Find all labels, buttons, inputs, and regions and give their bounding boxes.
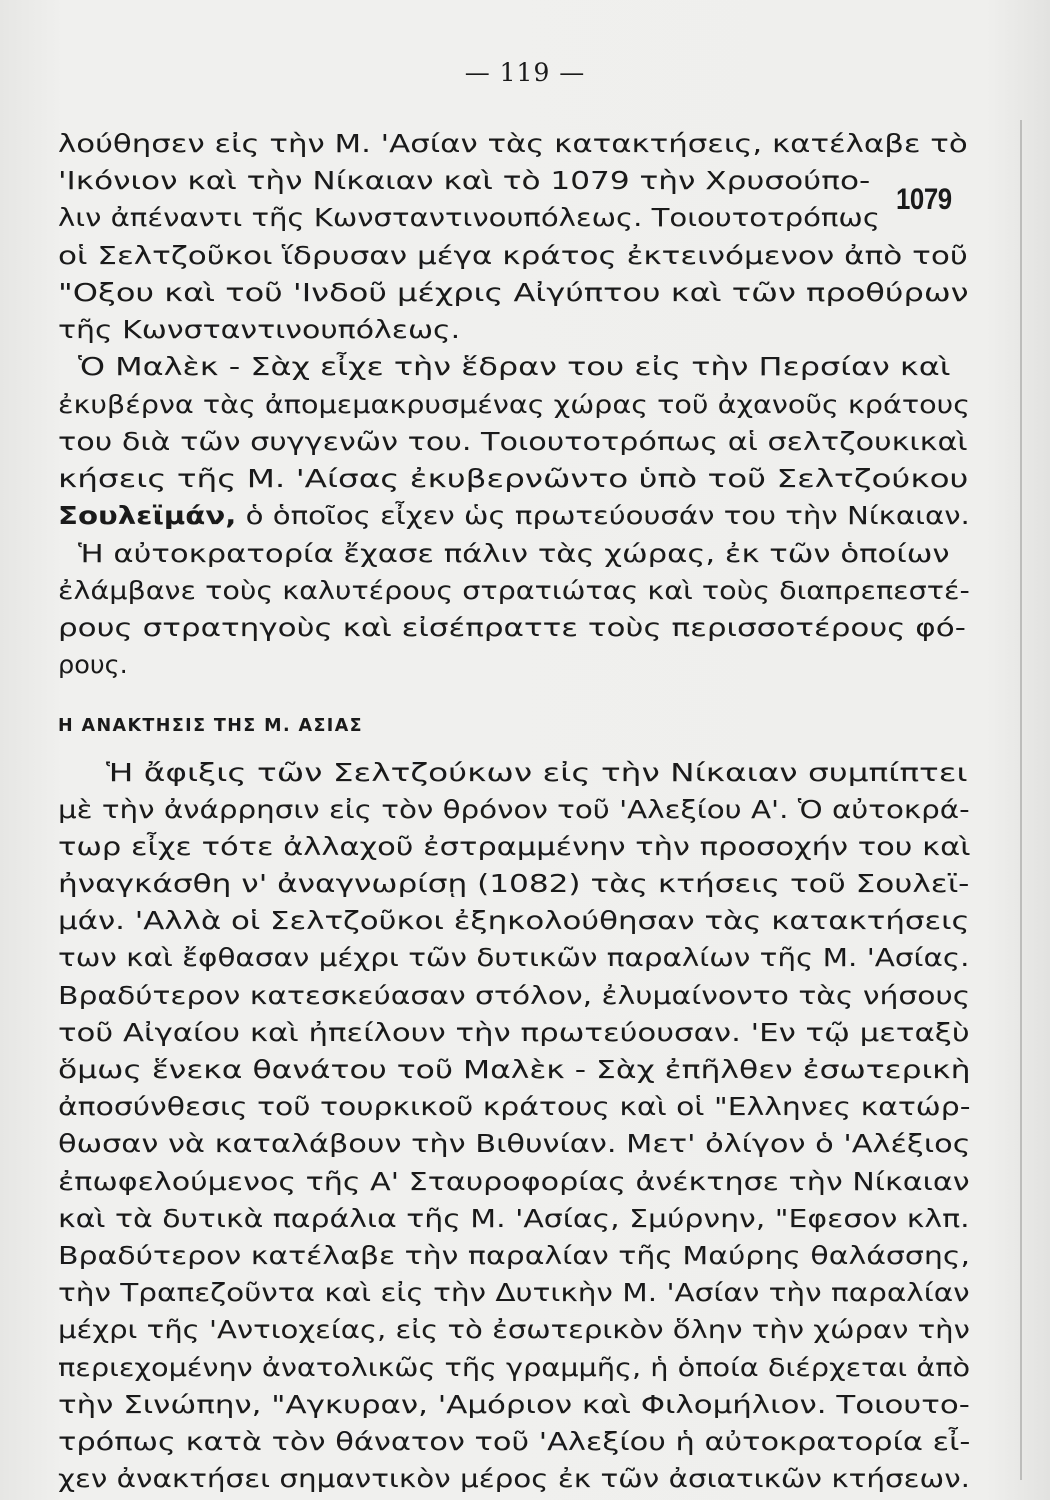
text-line: τὴν Σινώπην, "Αγκυραν, 'Αμόριον καὶ Φιλομήλιον. Τοιουτο- — [58, 1390, 970, 1419]
text-line: μέχρι τῆς 'Αντιοχείας, εἰς τὸ ἐσωτερικὸν ὅλην τὴν χώραν τὴν — [58, 1315, 970, 1344]
text-line: οἱ Σελτζοῦκοι ἵδρυσαν μέγα κράτος ἐκτεινόμενον ἀπὸ τοῦ — [58, 241, 968, 270]
text-line: τοῦ Αἰγαίου καὶ ἠπείλουν τὴν πρωτεύουσαν. 'Εν τῷ μεταξὺ — [58, 1018, 970, 1047]
text-line: λιν ἀπέναντι τῆς Κωνσταντινουπόλεως. Τοιουτοτρόπως — [58, 203, 880, 232]
page-edge-divider — [1020, 120, 1022, 1480]
text-line: μάν. 'Αλλὰ οἱ Σελτζοῦκοι ἐξηκολούθησαν τὰς κατακτήσεις — [58, 906, 970, 935]
text-line: ἐλάμβανε τοὺς καλυτέρους στρατιώτας καὶ τοὺς διαπρεπεστέ- — [58, 576, 970, 605]
text-line: 'Ικόνιον καὶ τὴν Νίκαιαν καὶ τὸ 1079 τὴν Χρυσούπο- — [58, 166, 871, 195]
text-line: θωσαν νὰ καταλάβουν τὴν Βιθυνίαν. Μετ' ὀλίγον ὁ 'Αλέξιος — [58, 1129, 971, 1158]
text-line: τὴν Τραπεζοῦντα καὶ εἰς τὴν Δυτικὴν Μ. 'Ασίαν τὴν παραλίαν — [58, 1278, 970, 1307]
text-line: Ἡ ἄφιξις τῶν Σελτζούκων εἰς τὴν Νίκαιαν συμπίπτει — [106, 758, 968, 787]
text-line: ρους στρατηγοὺς καὶ εἰσέπραττε τοὺς περισσοτέρους φό- — [58, 613, 966, 642]
text-line: μὲ τὴν ἀνάρρησιν εἰς τὸν θρόνον τοῦ 'Αλεξίου Α'. Ὁ αὐτοκρά- — [58, 795, 970, 824]
section-heading: Η ΑΝΑΚΤΗΣΙΣ ΤΗΣ Μ. ΑΣΙΑΣ — [58, 716, 364, 736]
text-line: τρόπως κατὰ τὸν θάνατον τοῦ 'Αλεξίου ἡ αὐτοκρατορία εἶ- — [58, 1427, 971, 1456]
page-number: — 119 — — [464, 58, 586, 87]
bold-name: Σουλεϊμάν, — [58, 501, 237, 530]
text-line: ἐπωφελούμενος τῆς Α' Σταυροφορίας ἀνέκτησε τὴν Νίκαιαν — [58, 1167, 970, 1196]
text-line: Βραδύτερον κατέλαβε τὴν παραλίαν τῆς Μαύρης θαλάσσης, — [58, 1241, 970, 1270]
text-line: τωρ εἶχε τότε ἀλλαχοῦ ἐστραμμένην τὴν προσοχήν του καὶ — [58, 832, 971, 861]
text-line: "Οξου καὶ τοῦ 'Ινδοῦ μέχρις Αἰγύπτου καὶ τῶν προθύρων — [58, 278, 969, 307]
text-line: κήσεις τῆς Μ. 'Αίσας ἐκυβερνῶντο ὑπὸ τοῦ Σελτζούκου — [58, 464, 969, 493]
text-line: ἠναγκάσθη ν' ἀναγνωρίσῃ (1082) τὰς κτήσεις τοῦ Σουλεϊ- — [58, 869, 970, 898]
margin-year-note: 1079 — [896, 183, 952, 216]
text-line-with-name — [58, 499, 970, 533]
text-line: Ὁ Μαλὲκ - Σὰχ εἶχε τὴν ἕδραν του εἰς τὴν Περσίαν καὶ — [78, 352, 951, 381]
text-line: καὶ τὰ δυτικὰ παράλια τῆς Μ. 'Ασίας, Σμύρνην, "Εφεσον κλπ. — [58, 1204, 970, 1233]
text-line: Ἡ αὐτοκρατορία ἔχασε πάλιν τὰς χώρας, ἐκ τῶν ὁποίων — [78, 539, 950, 568]
text-line: του διὰ τῶν συγγενῶν του. Τοιουτοτρόπως αἱ σελτζουκικαὶ — [58, 427, 968, 456]
text-line: τῆς Κωνσταντινουπόλεως. — [58, 315, 461, 344]
text-line: ρους. — [58, 650, 128, 679]
text-line-rest: ὁ ὁποῖος εἶχεν ὡς πρωτεύουσάν του τὴν Νίκαιαν. — [236, 501, 970, 530]
text-line: περιεχομένην ἀνατολικῶς τῆς γραμμῆς, ἡ ὁποία διέρχεται ἀπὸ — [58, 1353, 971, 1382]
text-line: λούθησεν εἰς τὴν Μ. 'Ασίαν τὰς κατακτήσεις, κατέλαβε τὸ — [58, 129, 968, 158]
text-line: των καὶ ἔφθασαν μέχρι τῶν δυτικῶν παραλίων τῆς Μ. 'Ασίας. — [58, 943, 970, 972]
text-line: ἐκυβέρνα τὰς ἀπομεμακρυσμένας χώρας τοῦ ἀχανοῦς κράτους — [58, 390, 971, 419]
text-line: Βραδύτερον κατεσκεύασαν στόλον, ἐλυμαίνοντο τὰς νήσους — [58, 981, 971, 1010]
text-line: ἀποσύνθεσις τοῦ τουρκικοῦ κράτους καὶ οἱ "Ελληνες κατώρ- — [58, 1092, 971, 1121]
text-line: χεν ἀνακτήσει σημαντικὸν μέρος ἐκ τῶν ἀσιατικῶν κτήσεων. — [58, 1464, 970, 1493]
text-line: ὅμως ἕνεκα θανάτου τοῦ Μαλὲκ - Σὰχ ἐπῆλθεν ἐσωτερικὴ — [58, 1055, 971, 1084]
